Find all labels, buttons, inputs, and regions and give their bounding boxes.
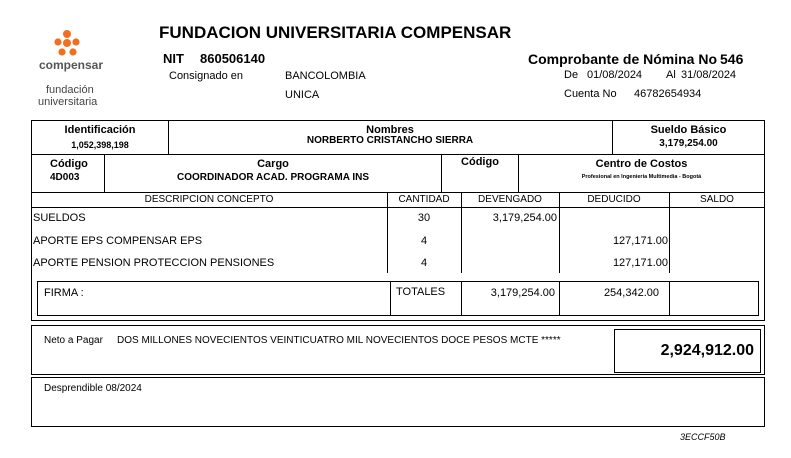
col-header-devengado: DEVENGADO xyxy=(478,194,542,205)
col-header-concepto: DESCRIPCION CONCEPTO xyxy=(144,194,274,205)
neto-label: Neto a Pagar xyxy=(44,335,103,346)
cost-center-label: Centro de Costos xyxy=(595,158,688,170)
firma-label: FIRMA : xyxy=(44,287,84,299)
table-row-cantidad: 30 xyxy=(417,212,431,224)
cargo-value: COORDINADOR ACAD. PROGRAMA INS xyxy=(176,172,370,183)
col-header-saldo: SALDO xyxy=(700,194,734,205)
table-row-cantidad: 4 xyxy=(420,235,428,247)
table-row-devengado: 3,179,254.00 xyxy=(492,212,557,224)
id-label: Identificación xyxy=(64,124,136,136)
nit-value: 860506140 xyxy=(200,51,266,66)
de-date: 01/08/2024 xyxy=(587,69,643,81)
company-title: FUNDACION UNIVERSITARIA COMPENSAR xyxy=(159,23,512,42)
names-value: NORBERTO CRISTANCHO SIERRA xyxy=(306,135,474,146)
table-row-concepto: SUELDOS xyxy=(33,212,86,224)
table-row-cantidad: 4 xyxy=(420,257,428,269)
code-value: 4D003 xyxy=(50,172,80,183)
cargo-label: Cargo xyxy=(257,158,289,170)
logo-line2: universitaria xyxy=(38,96,98,108)
document-code: 3ECCF50B xyxy=(680,432,726,442)
col-header-cantidad: CANTIDAD xyxy=(398,194,450,205)
neto-words: DOS MILLONES NOVECIENTOS VEINTICUATRO MIL NOVECIENTOS DOCE PESOS MCTE ***** xyxy=(117,335,561,346)
de-label: De xyxy=(564,69,579,81)
logo-brand: compensar xyxy=(39,58,104,72)
comprobante-label: Comprobante de Nómina No xyxy=(528,51,718,67)
salary-value: 3,179,254.00 xyxy=(659,138,718,149)
cuenta-number: 46782654934 xyxy=(634,88,702,100)
total-deducido: 254,342.00 xyxy=(603,287,659,299)
salary-label: Sueldo Básico xyxy=(650,124,727,136)
table-row-concepto: APORTE EPS COMPENSAR EPS xyxy=(33,235,203,247)
al-date: 31/08/2024 xyxy=(681,69,737,81)
col-header-deducido: DEDUCIDO xyxy=(587,194,641,205)
code-label: Código xyxy=(50,158,88,170)
divider xyxy=(669,281,670,316)
logo-line1: fundación xyxy=(46,84,94,96)
comprobante-number: 546 xyxy=(720,51,744,67)
nit-label: NIT xyxy=(163,51,184,66)
table-row-deducido: 127,171.00 xyxy=(612,235,668,247)
id-value: 1,052,398,198 xyxy=(71,140,129,150)
names-label: Nombres xyxy=(366,124,414,136)
divider xyxy=(390,281,391,316)
al-label: Al xyxy=(666,69,676,81)
divider xyxy=(31,207,765,208)
compensar-logo-icon xyxy=(53,30,81,58)
table-row-concepto: APORTE PENSION PROTECCION PENSIONES xyxy=(33,257,275,269)
cost-center-value: Profesional en Ingenieria Multimedia - Bogotá xyxy=(581,174,702,180)
desprendible-label: Desprendible 08/2024 xyxy=(44,383,142,394)
bank-type: UNICA xyxy=(285,89,320,101)
neto-amount: 2,924,912.00 xyxy=(660,342,754,359)
consignado-label: Consignado en xyxy=(169,70,244,82)
divider xyxy=(31,154,765,155)
total-devengado: 3,179,254.00 xyxy=(490,287,555,299)
cuenta-label: Cuenta No xyxy=(564,88,617,100)
code2-label: Código xyxy=(461,156,499,168)
totales-label: TOTALES xyxy=(396,286,446,298)
bank-name: BANCOLOMBIA xyxy=(285,70,366,82)
table-row-deducido: 127,171.00 xyxy=(612,257,668,269)
